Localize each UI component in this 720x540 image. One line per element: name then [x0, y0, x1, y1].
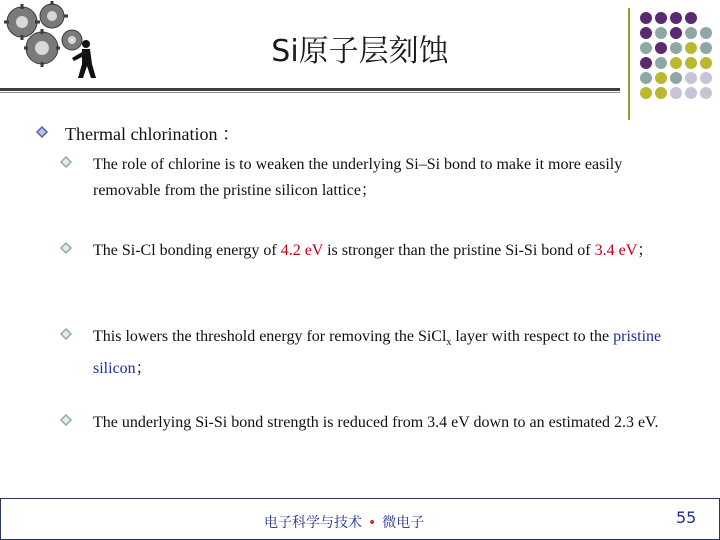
diamond-bullet-icon [36, 126, 48, 138]
slide-title: Si原子层刻蚀 [271, 34, 449, 69]
bullet-text-3: This lowers the threshold energy for removing the SiCl$_x$ layer with respect to the pristine silicon； [93, 328, 662, 378]
diamond-bullet-icon [60, 156, 72, 168]
decorative-dot-grid [638, 10, 716, 108]
title-rule [0, 88, 620, 91]
divider-vertical [628, 8, 630, 120]
diamond-bullet-icon [60, 414, 72, 426]
diamond-bullet-icon [60, 328, 72, 340]
heading-text: Thermal chlorination ： [65, 124, 240, 144]
footer-separator: • [368, 515, 377, 531]
page-number: 55 [676, 508, 697, 527]
footer-right: 微电子 [382, 515, 425, 531]
bullet-text-2: The Si-Cl bonding energy of 4.2 eV is stronger than the pristine Si-Si bond of 3.4 eV； [93, 242, 654, 259]
footer-left: 电子科学与技术 [264, 515, 362, 531]
diamond-bullet-icon [60, 242, 72, 254]
footer-text [264, 512, 424, 532]
bullet-text-4: The underlying Si-Si bond strength is reduced from 3.4 eV down to an estimated 2.3 eV. [93, 414, 659, 431]
gears-logo-icon [2, 0, 98, 82]
title-rule-thin [0, 92, 620, 93]
bullet-text-1: The role of chlorine is to weaken the underlying Si–Si bond to make it more easily removable from the pristine silicon lattice； [93, 156, 623, 199]
